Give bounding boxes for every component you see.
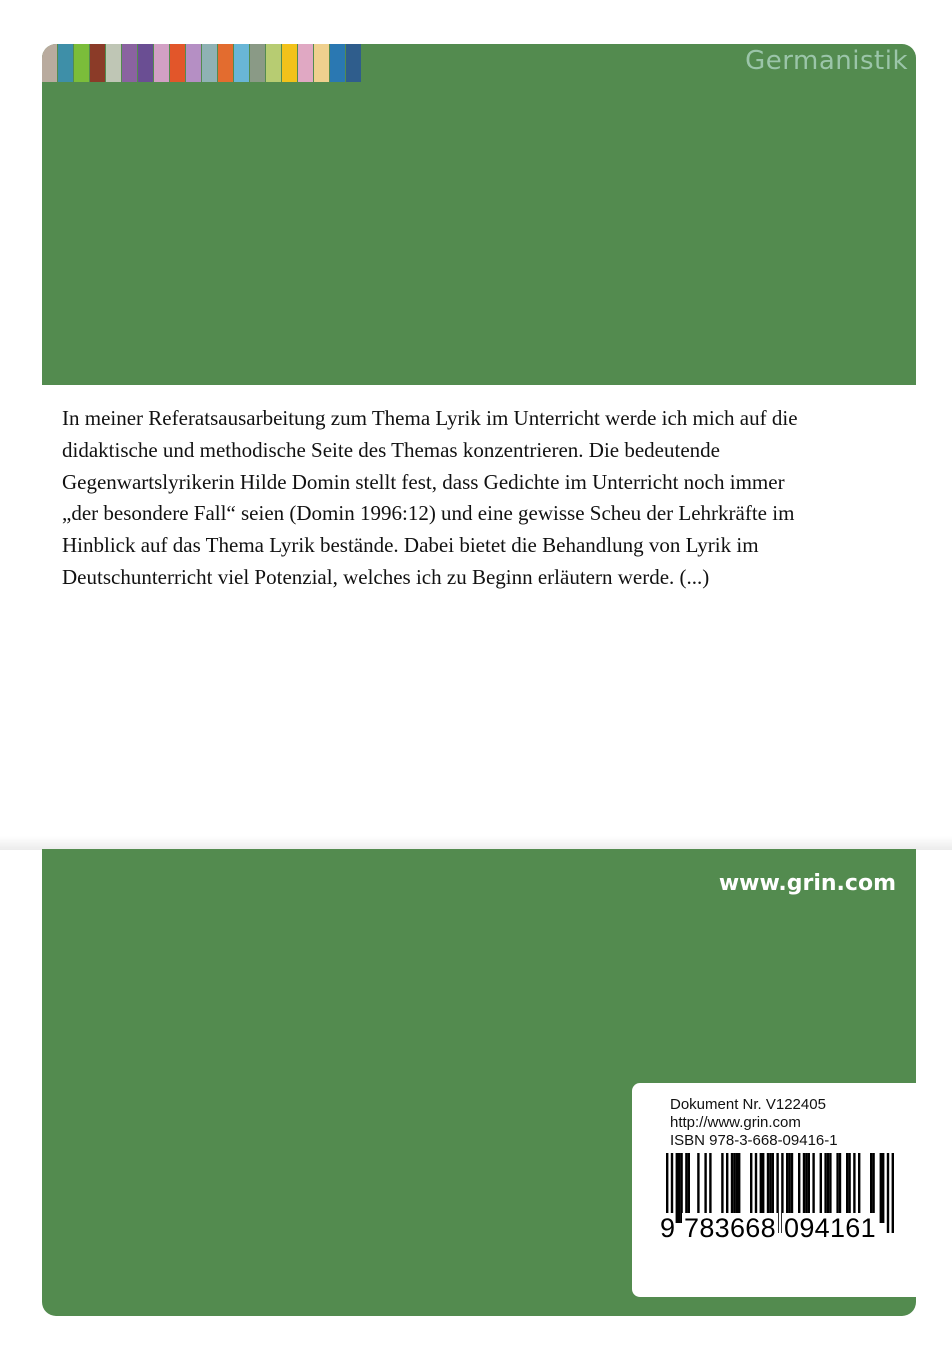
abstract-line: didaktische und methodische Seite des Themas konzentrieren. Die bedeutende (62, 437, 720, 462)
abstract-line: Deutschunterricht viel Potenzial, welches ich zu Beginn erläutern werde. (...) (62, 564, 710, 589)
color-stripe (234, 44, 249, 82)
color-stripe (42, 44, 57, 82)
abstract-text (62, 403, 874, 594)
document-info (670, 1096, 838, 1150)
cover-top-panel (42, 44, 916, 385)
color-stripe (250, 44, 265, 82)
color-stripe (346, 44, 361, 82)
barcode-right-digits: 094161 (784, 1213, 876, 1243)
isbn-number: ISBN 978-3-668-09416-1 (670, 1132, 838, 1149)
abstract-line: Gegenwartslyrikerin Hilde Domin stellt fest, dass Gedichte im Unterricht noch immer (62, 469, 785, 494)
color-stripe (170, 44, 185, 82)
color-stripe (186, 44, 201, 82)
color-stripe (282, 44, 297, 82)
color-stripe (218, 44, 233, 82)
cover-bottom-panel (42, 849, 916, 1316)
color-stripe (154, 44, 169, 82)
abstract-line: In meiner Referatsausarbeitung zum Thema Lyrik im Unterricht werde ich mich auf die (62, 406, 798, 430)
barcode-digits (662, 1213, 892, 1245)
color-stripe (58, 44, 73, 82)
document-number: Dokument Nr. V122405 (670, 1096, 826, 1113)
color-stripes (42, 44, 372, 82)
publisher-url: http://www.grin.com (670, 1114, 801, 1131)
website-label: www.grin.com (718, 871, 896, 896)
color-stripe (138, 44, 153, 82)
color-stripe (298, 44, 313, 82)
color-stripe (106, 44, 121, 82)
isbn-box (632, 1083, 916, 1297)
color-stripe (330, 44, 345, 82)
color-stripe (202, 44, 217, 82)
barcode-first-digit: 9 (660, 1213, 676, 1243)
color-stripe (90, 44, 105, 82)
abstract-line: „der besondere Fall“ seien (Domin 1996:12) und eine gewisse Scheu der Lehrkräfte im (62, 501, 795, 526)
color-stripe (74, 44, 89, 82)
page-fold-shadow (0, 836, 952, 850)
barcode-left-digits: 783668 (684, 1213, 776, 1243)
color-stripe (266, 44, 281, 82)
color-stripe (314, 44, 329, 82)
abstract-line: Hinblick auf das Thema Lyrik bestände. Dabei bietet die Behandlung von Lyrik im (62, 533, 759, 558)
category-label: Germanistik (745, 46, 908, 76)
color-stripe (122, 44, 137, 82)
